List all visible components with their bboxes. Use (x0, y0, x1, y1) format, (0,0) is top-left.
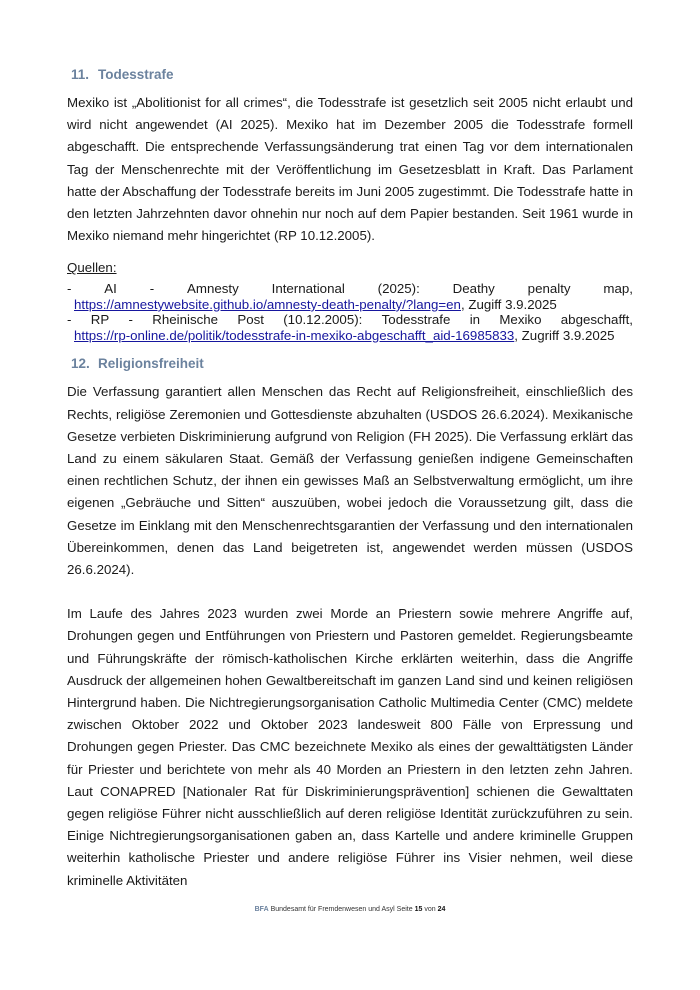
page-footer (0, 906, 700, 913)
footer-org-name: Bundesamt für Fremdenwesen und Asyl (270, 906, 395, 913)
sources-label: Quellen: (67, 260, 117, 276)
source-link-rp-online[interactable]: https://rp-online.de/politik/todesstrafe-in-mexiko-abgeschafft_aid-16985833 (74, 327, 515, 343)
footer-page-of: von (424, 906, 436, 913)
section-number: 11. (71, 67, 90, 82)
section-title: Todesstrafe (98, 67, 174, 82)
section-heading-religionsfreiheit (71, 353, 633, 375)
section-number: 12. (71, 356, 90, 372)
source-citation: - RP - Rheinische Post (10.12.2005): Todesstrafe in Mexiko abgeschafft, (67, 312, 633, 328)
bfa-logo: BFA (254, 906, 269, 913)
section-heading-todesstrafe (71, 64, 633, 86)
source-link-amnesty[interactable]: https://amnestywebsite.github.io/amnesty-death-penalty/?lang=en (74, 296, 461, 312)
paragraph-religionsfreiheit-1: Die Verfassung garantiert allen Menschen das Recht auf Religionsfreiheit, einschließlich des Rechts, religiöse Zeremonien und Gottesdienste abzuhalten (USDOS 26.6.2024). Mexikanische Gesetze verbieten Diskriminierung aufgrund von Religion (FH 2025). Die Verfassung erklärt das Land zu einem säkularen Staat. Gemäß der Verfassung genießen indigene Gemeinschaften einen rechtlichen Schutz, der ihnen ein gewisses Maß an Selbstverwaltung ermöglicht, um ihre eigenen „Gebräuche und Sitten“ auszuüben, wobei jedoch die Voraussetzung gilt, dass die Gesetze im Einklang mit den Menschenrechtsgarantien der Verfassung und den internationalen Übereinkommen, denen das Land beigetreten ist, angewendet werden müssen (USDOS 26.6.2024). (67, 384, 633, 578)
paragraph-todesstrafe: Mexiko ist „Abolitionist for all crimes“, die Todesstrafe ist gesetzlich seit 2005 nicht erlaubt und wird nicht angewendet (AI 2025). Mexiko hat im Dezember 2005 die Todesstrafe formell abgeschafft. Die entsprechende Verfassungsänderung trat einen Tag vor dem internationalen Tag der Menschenrechte mit der Veröffentlichung im Gesetzesblatt in Kraft. Das Parlament hatte der Abschaffung der Todesstrafe bereits im Juni 2005 zugestimmt. Die Todesstrafe hatte in den letzten Jahrzehnten davor ohnehin nur noch auf dem Papier bestanden. Seit 1961 wurde in Mexiko niemand mehr hingerichtet (RP 10.12.2005). (67, 95, 633, 244)
source-item-rp (67, 312, 633, 343)
footer-page-current: 15 (414, 906, 423, 913)
source-access-date: , Zugriff 3.9.2025 (514, 327, 615, 343)
sources-list (67, 281, 633, 343)
section-title: Religionsfreiheit (98, 356, 204, 372)
source-citation: - AI - Amnesty International (2025): Deathy penalty map, (67, 281, 633, 297)
footer-page-total: 24 (437, 906, 446, 913)
footer-page-label: Seite (396, 906, 413, 913)
paragraph-religionsfreiheit-2: Im Laufe des Jahres 2023 wurden zwei Morde an Priestern sowie mehrere Angriffe auf, Drohungen gegen und Entführungen von Priestern und Pastoren gemeldet. Regierungsbeamte und Führungskräfte der römisch-katholischen Kirche erklärten weiterhin, dass die Angriffe Ausdruck der allgemeinen hohen Gewaltbereitschaft im ganzen Land sind und keinen religiösen Hintergrund haben. Die Nichtregierungsorganisation Catholic Multimedia Center (CMC) meldete zwischen Oktober 2022 und Oktober 2023 landesweit 800 Fälle von Erpressung und Drohungen gegen Priester. Das CMC bezeichnete Mexiko als eines der gewalttätigsten Länder für Priester und berichtete von mehr als 40 Morden an Priestern in den letzten zehn Jahren. Laut CONAPRED [Nationaler Rat für Diskriminierungsprävention] schienen die Gewalttaten gegen religiöse Führer nicht ausschließlich auf deren religiöse Identität zurückzuführen zu sein. Einige Nichtregierungsorganisationen gaben an, dass Kartelle und andere kriminelle Gruppen weiterhin katholische Priester und andere religiöse Führer ins Visier nehmen, weil diese kriminelle Aktivitäten (67, 606, 633, 888)
source-item-ai (67, 281, 633, 312)
page-content (67, 64, 633, 892)
source-access-date: , Zugiff 3.9.2025 (460, 296, 557, 312)
